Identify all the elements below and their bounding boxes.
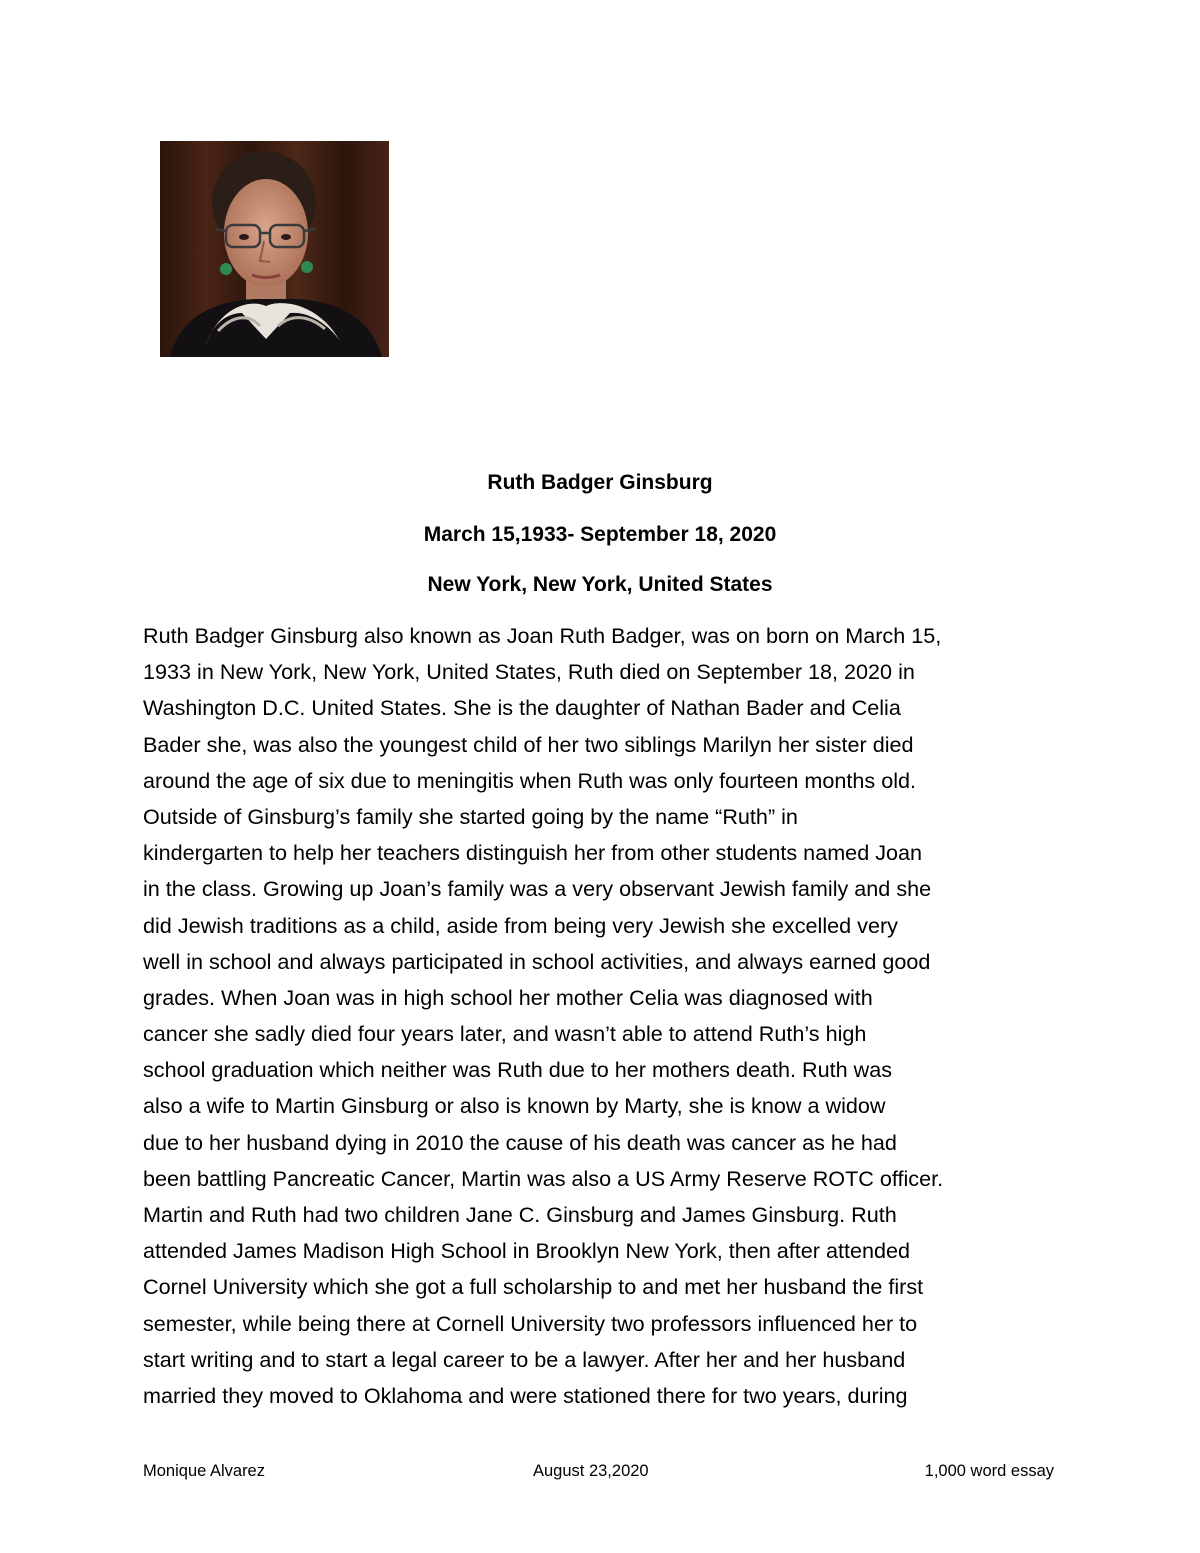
body-line: also a wife to Martin Ginsburg or also is known by Marty, she is know a widow	[143, 1093, 886, 1119]
footer-essay-type: 1,000 word essay	[924, 1462, 1054, 1480]
essay-title: Ruth Badger Ginsburg	[487, 471, 713, 494]
body-line: Bader she, was also the youngest child of her two siblings Marilyn her sister died	[143, 731, 914, 757]
essay-body	[143, 618, 1063, 1414]
birthplace: New York, New York, United States	[427, 573, 773, 596]
body-line: start writing and to start a legal career to be a lawyer. After her and her husband	[143, 1346, 906, 1372]
body-line: grades. When Joan was in high school her mother Celia was diagnosed with	[143, 984, 873, 1010]
body-line: Martin and Ruth had two children Jane C. Ginsburg and James Ginsburg. Ruth	[143, 1202, 897, 1227]
body-line: well in school and always participated in school activities, and always earned good	[143, 948, 931, 974]
body-line: Ruth Badger Ginsburg also known as Joan Ruth Badger, was on born on March 15,	[143, 623, 942, 648]
footer-date: August 23,2020	[533, 1462, 649, 1480]
body-line: semester, while being there at Cornell University two professors influenced her to	[143, 1310, 918, 1336]
footer-author: Monique Alvarez	[143, 1462, 265, 1480]
body-line: cancer she sadly died four years later, and wasn’t able to attend Ruth’s high	[143, 1021, 867, 1047]
body-line: attended James Madison High School in Brooklyn New York, then after attended	[143, 1238, 911, 1264]
body-line: 1933 in New York, New York, United States, Ruth died on September 18, 2020 in	[143, 659, 915, 685]
portrait-image	[160, 141, 389, 357]
portrait-photo	[160, 141, 389, 357]
body-line: kindergarten to help her teachers distinguish her from other students named Joan	[143, 840, 923, 866]
body-line: married they moved to Oklahoma and were stationed there for two years, during	[143, 1382, 908, 1408]
body-line: due to her husband dying in 2010 the cause of his death was cancer as he had	[143, 1129, 897, 1155]
body-line: Outside of Ginsburg’s family she started going by the name “Ruth” in	[143, 803, 798, 829]
body-line: in the class. Growing up Joan’s family was a very observant Jewish family and she	[143, 876, 932, 902]
body-line: did Jewish traditions as a child, aside from being very Jewish she excelled very	[143, 912, 898, 938]
body-line: Washington D.C. United States. She is the daughter of Nathan Bader and Celia	[143, 695, 901, 721]
life-dates: March 15,1933- September 18, 2020	[423, 523, 777, 546]
body-line: been battling Pancreatic Cancer, Martin was also a US Army Reserve ROTC officer.	[143, 1165, 944, 1191]
body-line: around the age of six due to meningitis when Ruth was only fourteen months old.	[143, 767, 917, 793]
body-line: Cornel University which she got a full scholarship to and met her husband the first	[143, 1274, 924, 1300]
body-line: school graduation which neither was Ruth due to her mothers death. Ruth was	[143, 1057, 893, 1083]
